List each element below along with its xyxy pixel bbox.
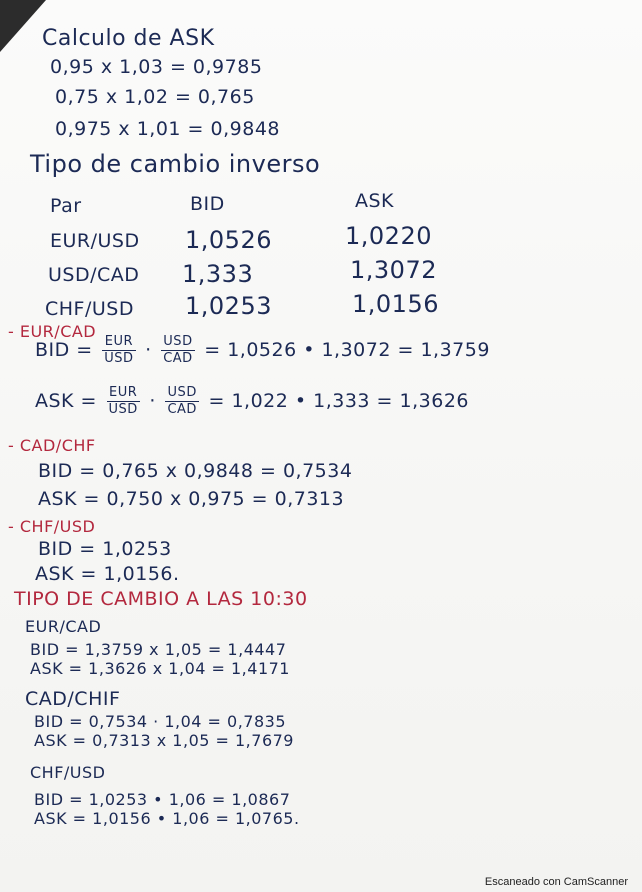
inverse-title: Tipo de cambio inverso (30, 150, 321, 178)
chf-usd-bid: BID = 1,0253 (38, 538, 172, 560)
fraction-denominator: USD (108, 402, 138, 417)
inverse-header-ask: ASK (355, 190, 395, 212)
eur-cad-bid-fraction-1 (102, 334, 135, 367)
rate-1030-chf-usd-ask: ASK = 1,0156 • 1,06 = 1,0765. (34, 809, 300, 828)
inverse-header-par: Par (50, 195, 82, 217)
page-corner-shadow (0, 0, 46, 52)
ask-calc-title: Calculo de ASK (42, 26, 215, 51)
inverse-row-2-pair: USD/CAD (48, 264, 140, 286)
eur-cad-bid-label: BID = (35, 339, 93, 361)
rate-1030-chf-usd-label: CHF/USD (30, 763, 106, 782)
rate-1030-cad-chf-label: CAD/CHIF (25, 688, 121, 710)
ask-calc-line-2: 0,75 x 1,02 = 0,765 (55, 86, 255, 108)
rate-1030-cad-chf-bid: BID = 0,7534 · 1,04 = 0,7835 (34, 712, 287, 731)
chf-usd-ask: ASK = 1,0156. (35, 563, 180, 585)
inverse-row-3-bid: 1,0253 (185, 292, 272, 320)
rate-1030-chf-usd-bid: BID = 1,0253 • 1,06 = 1,0867 (34, 790, 291, 809)
rate-1030-eur-cad-label: EUR/CAD (25, 617, 102, 636)
eur-cad-ask-fraction-2 (165, 385, 198, 418)
cad-chf-heading: - CAD/CHF (8, 436, 96, 455)
rate-1030-cad-chf-ask: ASK = 0,7313 x 1,05 = 1,7679 (34, 731, 294, 750)
inverse-row-3-ask: 1,0156 (352, 290, 439, 318)
fraction-denominator: USD (104, 351, 134, 366)
eur-cad-ask-label: ASK = (35, 390, 97, 412)
eur-cad-bid-result: = 1,0526 • 1,3072 = 1,3759 (204, 339, 490, 361)
inverse-row-1-ask: 1,0220 (345, 222, 432, 250)
fraction-numerator: EUR (102, 334, 135, 351)
eur-cad-heading: - EUR/CAD (8, 322, 97, 341)
ask-calc-line-3: 0,975 x 1,01 = 0,9848 (55, 118, 281, 140)
fraction-numerator: USD (165, 385, 198, 402)
rate-1030-eur-cad-ask: ASK = 1,3626 x 1,04 = 1,4171 (30, 659, 290, 678)
fraction-denominator: CAD (163, 351, 193, 366)
eur-cad-bid-fraction-2 (161, 334, 194, 367)
inverse-row-1-bid: 1,0526 (185, 226, 272, 254)
camscanner-watermark: Escaneado con CamScanner (484, 876, 628, 888)
eur-cad-bid-row: BID = $\frac{\text{EUR}}{\text{USD}}$ · $\frac{\text{USD}}{\text{CAD}}$ = 1,0526 • 1,3072 = 1,3759 (35, 334, 490, 366)
eur-cad-ask-fraction-1 (107, 385, 140, 418)
chf-usd-heading: - CHF/USD (8, 517, 96, 536)
inverse-header-bid: BID (190, 193, 225, 215)
inverse-row-1-pair: EUR/USD (50, 230, 140, 252)
eur-cad-ask-row: ASK = $\frac{\text{EUR}}{\text{USD}}$ · $\frac{\text{USD}}{\text{CAD}}$ = 1,022 • 1,333 = 1,3626 (35, 385, 469, 417)
cad-chf-bid: BID = 0,765 x 0,9848 = 0,7534 (38, 460, 353, 482)
rate-1030-eur-cad-bid: BID = 1,3759 x 1,05 = 1,4447 (30, 640, 287, 659)
cad-chf-ask: ASK = 0,750 x 0,975 = 0,7313 (38, 488, 345, 510)
eur-cad-ask-result: = 1,022 • 1,333 = 1,3626 (208, 390, 469, 412)
fraction-numerator: EUR (107, 385, 140, 402)
fraction-denominator: CAD (167, 402, 197, 417)
inverse-row-2-ask: 1,3072 (350, 256, 437, 284)
inverse-row-2-bid: 1,333 (182, 260, 254, 288)
ask-calc-line-1: 0,95 x 1,03 = 0,9785 (50, 56, 263, 78)
inverse-row-3-pair: CHF/USD (45, 298, 134, 320)
rate-1030-title: TIPO DE CAMBIO A LAS 10:30 (14, 588, 308, 610)
fraction-numerator: USD (161, 334, 194, 351)
